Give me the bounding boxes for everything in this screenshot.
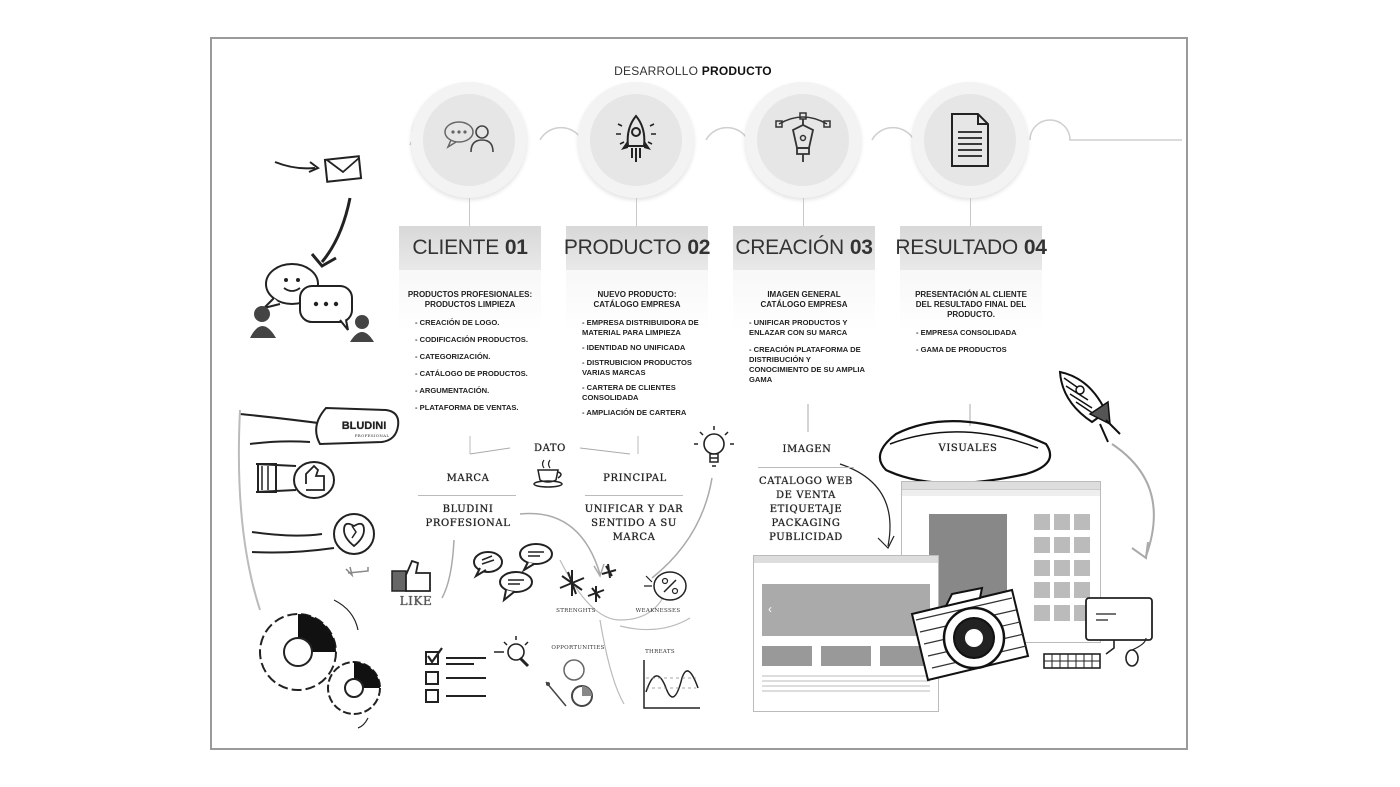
step-subtitle-line: PRESENTACIÓN AL CLIENTE [915, 290, 1027, 299]
checklist-icon [420, 628, 540, 708]
binoculars-icon [544, 656, 604, 712]
lightbulb-icon [688, 424, 738, 476]
list-item: - UNIFICAR PRODUCTOS Y ENLAZAR CON SU MARCA [749, 318, 867, 338]
opportunities-label: OPPORTUNITIES [551, 645, 605, 651]
list-item: - AMPLIACIÓN DE CARTERA [582, 408, 700, 418]
card-block [762, 646, 812, 666]
step-word: CREACIÓN [735, 236, 844, 259]
card-block [821, 646, 871, 666]
step-word: CLIENTE [412, 236, 499, 259]
weaknesses-label: WEAKNESSES [635, 608, 681, 614]
step-number: 04 [1023, 236, 1047, 259]
title-prefix: DESARROLLO [614, 64, 699, 78]
step-word: RESULTADO [895, 236, 1018, 259]
thumbnail [1074, 537, 1090, 553]
text-lines [762, 672, 930, 694]
thumbnail [1034, 514, 1050, 530]
list-item: - DISTRUBICION PRODUCTOS VARIAS MARCAS [582, 358, 700, 378]
weaknesses-percent-icon [640, 566, 690, 606]
thumbnail [1034, 537, 1050, 553]
step-subtitle-strong: PRODUCTOS LIMPIEZA [424, 300, 516, 309]
list-item: - PLATAFORMA DE VENTAS. [415, 403, 533, 413]
strengths-label: STRENGHTS [556, 608, 596, 614]
list-item: - ARGUMENTACIÓN. [415, 386, 533, 396]
logo-word: BLUDINI [341, 420, 387, 432]
camera-icon [906, 584, 1036, 690]
thumbnail [1074, 560, 1090, 576]
thumbnail [1054, 560, 1070, 576]
chevron-left-icon: ‹ [768, 602, 772, 616]
list-item: - CODIFICACIÓN PRODUCTOS. [415, 335, 533, 345]
step-subtitle-line: NUEVO PRODUCTO: [597, 290, 677, 299]
marca-label: MARCA [446, 473, 490, 484]
divider [758, 467, 854, 468]
step-number: 01 [504, 236, 528, 259]
list-item: - EMPRESA CONSOLIDADA [916, 328, 1034, 338]
marca-value: BLUDINI PROFESIONAL [425, 504, 511, 529]
desktop-computer-icon [1040, 594, 1160, 674]
step-subtitle-strong: DEL RESULTADO FINAL DEL PRODUCTO. [915, 300, 1027, 319]
step-number: 03 [849, 236, 873, 259]
threats-label: THREATS [645, 649, 675, 655]
thumbnail [1054, 537, 1070, 553]
strengths-sparkles-icon [552, 562, 628, 608]
thumbnail [1074, 514, 1090, 530]
divider [585, 495, 683, 496]
list-item: - CREACIÓN PLATAFORMA DE DISTRIBUCIÓN Y CONOCIMIENTO DE SU AMPLIA GAMA [749, 345, 867, 385]
thumbnail [1054, 514, 1070, 530]
dato-label: DATO [534, 443, 566, 454]
list-item: - CATÁLOGO DE PRODUCTOS. [415, 369, 533, 379]
step-number: 02 [687, 236, 711, 259]
list-item: - CREACIÓN DE LOGO. [415, 318, 533, 328]
list-item: - IDENTIDAD NO UNIFICADA [582, 343, 700, 353]
logo-subtitle: PROFESIONAL [354, 433, 390, 438]
step-subtitle-line: PRODUCTOS PROFESIONALES: [407, 290, 533, 299]
principal-label: PRINCIPAL [603, 473, 667, 484]
step-subtitle-line: IMAGEN GENERAL [767, 290, 841, 299]
step-subtitle-strong: CATÁLOGO EMPRESA [593, 300, 681, 309]
imagen-label: IMAGEN [782, 444, 832, 455]
principal-value: UNIFICAR Y DAR SENTIDO A SU MARCA [584, 504, 684, 543]
speech-bubbles-sketch [470, 540, 560, 604]
imagen-value: CATALOGO WEB DE VENTA ETIQUETAJE PACKAGING PUBLICIDAD [758, 476, 853, 543]
list-item: - CATEGORIZACIÓN. [415, 352, 533, 362]
step-subtitle-strong: CATÁLOGO EMPRESA [760, 300, 848, 309]
thumbnail [1034, 560, 1050, 576]
step-word: PRODUCTO [563, 236, 682, 259]
hero-banner [762, 584, 930, 636]
list-item: - GAMA DE PRODUCTOS [916, 345, 1034, 355]
browser-bar [754, 556, 938, 563]
divider [418, 495, 516, 496]
like-label: LIKE [399, 594, 433, 608]
title-bold: PRODUCTO [701, 64, 772, 78]
threats-chart-icon [640, 658, 702, 712]
list-item: - EMPRESA DISTRIBUIDORA DE MATERIAL PARA LIMPIEZA [582, 318, 700, 338]
hatched-rocket-icon [1054, 368, 1124, 448]
visuales-label: VISUALES [938, 443, 998, 454]
browser-bar [902, 482, 1100, 490]
browser-bar [902, 490, 1100, 496]
list-item: - CARTERA DE CLIENTES CONSOLIDADA [582, 383, 700, 403]
coffee-cup-icon [532, 458, 566, 488]
